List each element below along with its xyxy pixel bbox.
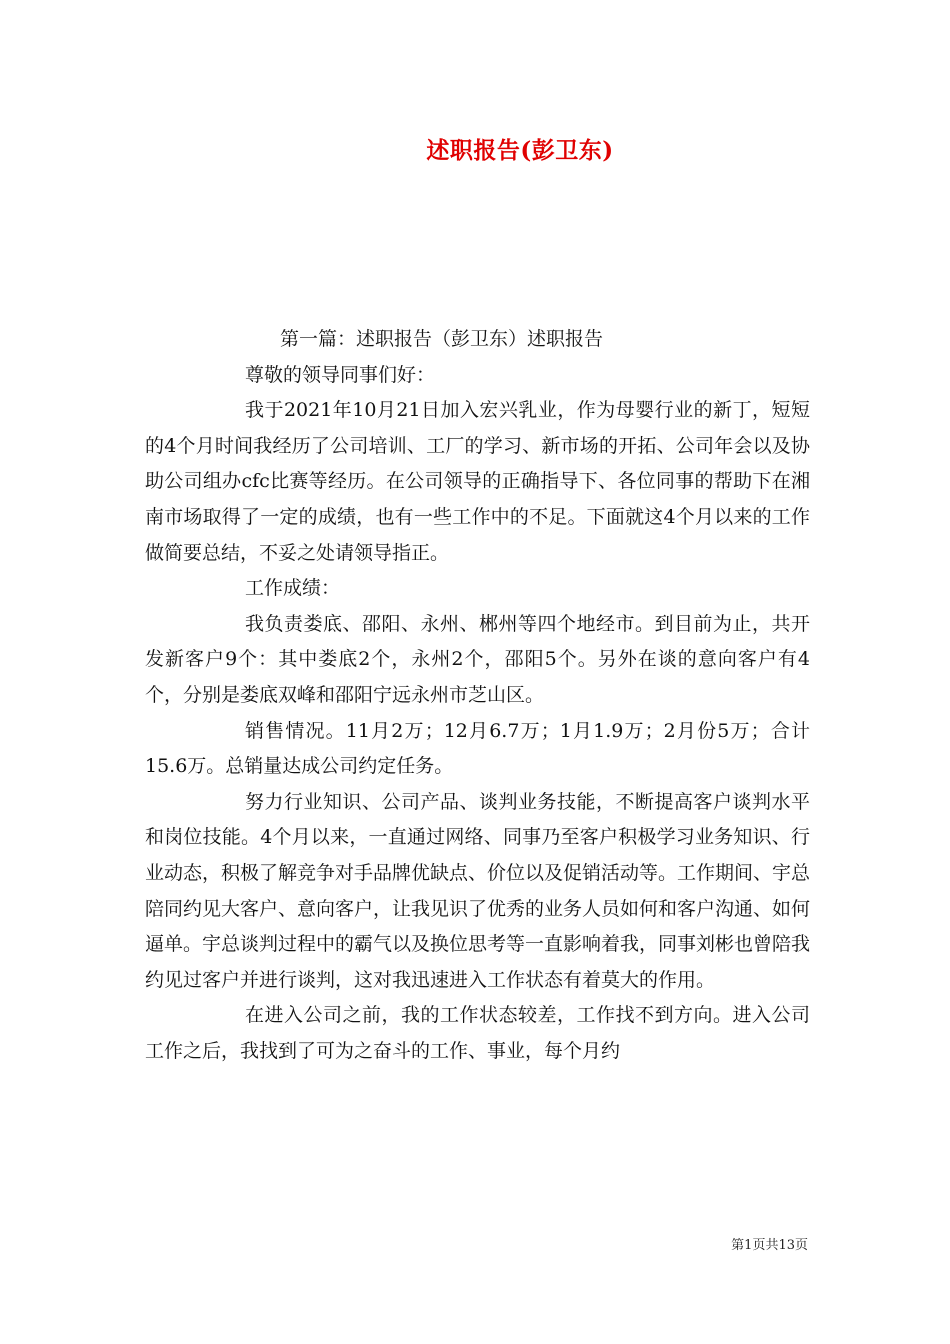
section-heading: 第一篇：述职报告（彭卫东）述职报告 (280, 328, 604, 350)
document-title: 述职报告(彭卫东) (426, 137, 614, 164)
greeting-line: 尊敬的领导同事们好： (245, 363, 436, 386)
paragraph-achievements-label: 工作成绩： (245, 577, 341, 600)
document-body (145, 322, 810, 1069)
paragraph-intro: 我于2021年10月21日加入宏兴乳业，作为母婴行业的新丁，短短的4个月时间我经历了公司培训、工厂的学习、新市场的开拓、公司年会以及协助公司组办cfc比赛等经历。在公司领导的正确指导下、各位同事的帮助下在湘南市场取得了一定的成绩，也有一些工作中的不足。下面就这4个月以来的工作做简要总结，不妥之处请领导指正。 (145, 399, 810, 564)
paragraph-clients: 我负责娄底、邵阳、永州、郴州等四个地经市。到目前为止，共开发新客户9个：其中娄底2个，永州2个，邵阳5个。另外在谈的意向客户有4个，分别是娄底双峰和邵阳宁远永州市芝山区。 (145, 612, 810, 706)
paragraph-learning: 努力行业知识、公司产品、谈判业务技能，不断提高客户谈判水平和岗位技能。4个月以来，一直通过网络、同事乃至客户积极学习业务知识、行业动态，积极了解竞争对手品牌优缺点、价位以及促销活动等。工作期间、宇总陪同约见大客户、意向客户，让我见识了优秀的业务人员如何和客户沟通、如何逼单。宇总谈判过程中的霸气以及换位思考等一直影响着我，同事刘彬也曾陪我约见过客户并进行谈判，这对我迅速进入工作状态有着莫大的作用。 (145, 790, 811, 991)
paragraph-status: 在进入公司之前，我的工作状态较差，工作找不到方向。进入公司工作之后，我找到了可为之奋斗的工作、事业，每个月约 (145, 1004, 810, 1062)
page-number: 第1页共13页 (731, 1238, 808, 1253)
paragraph-sales: 销售情况。11月2万；12月6.7万；1月1.9万；2月份5万；合计15.6万。总销量达成公司约定任务。 (145, 719, 810, 778)
